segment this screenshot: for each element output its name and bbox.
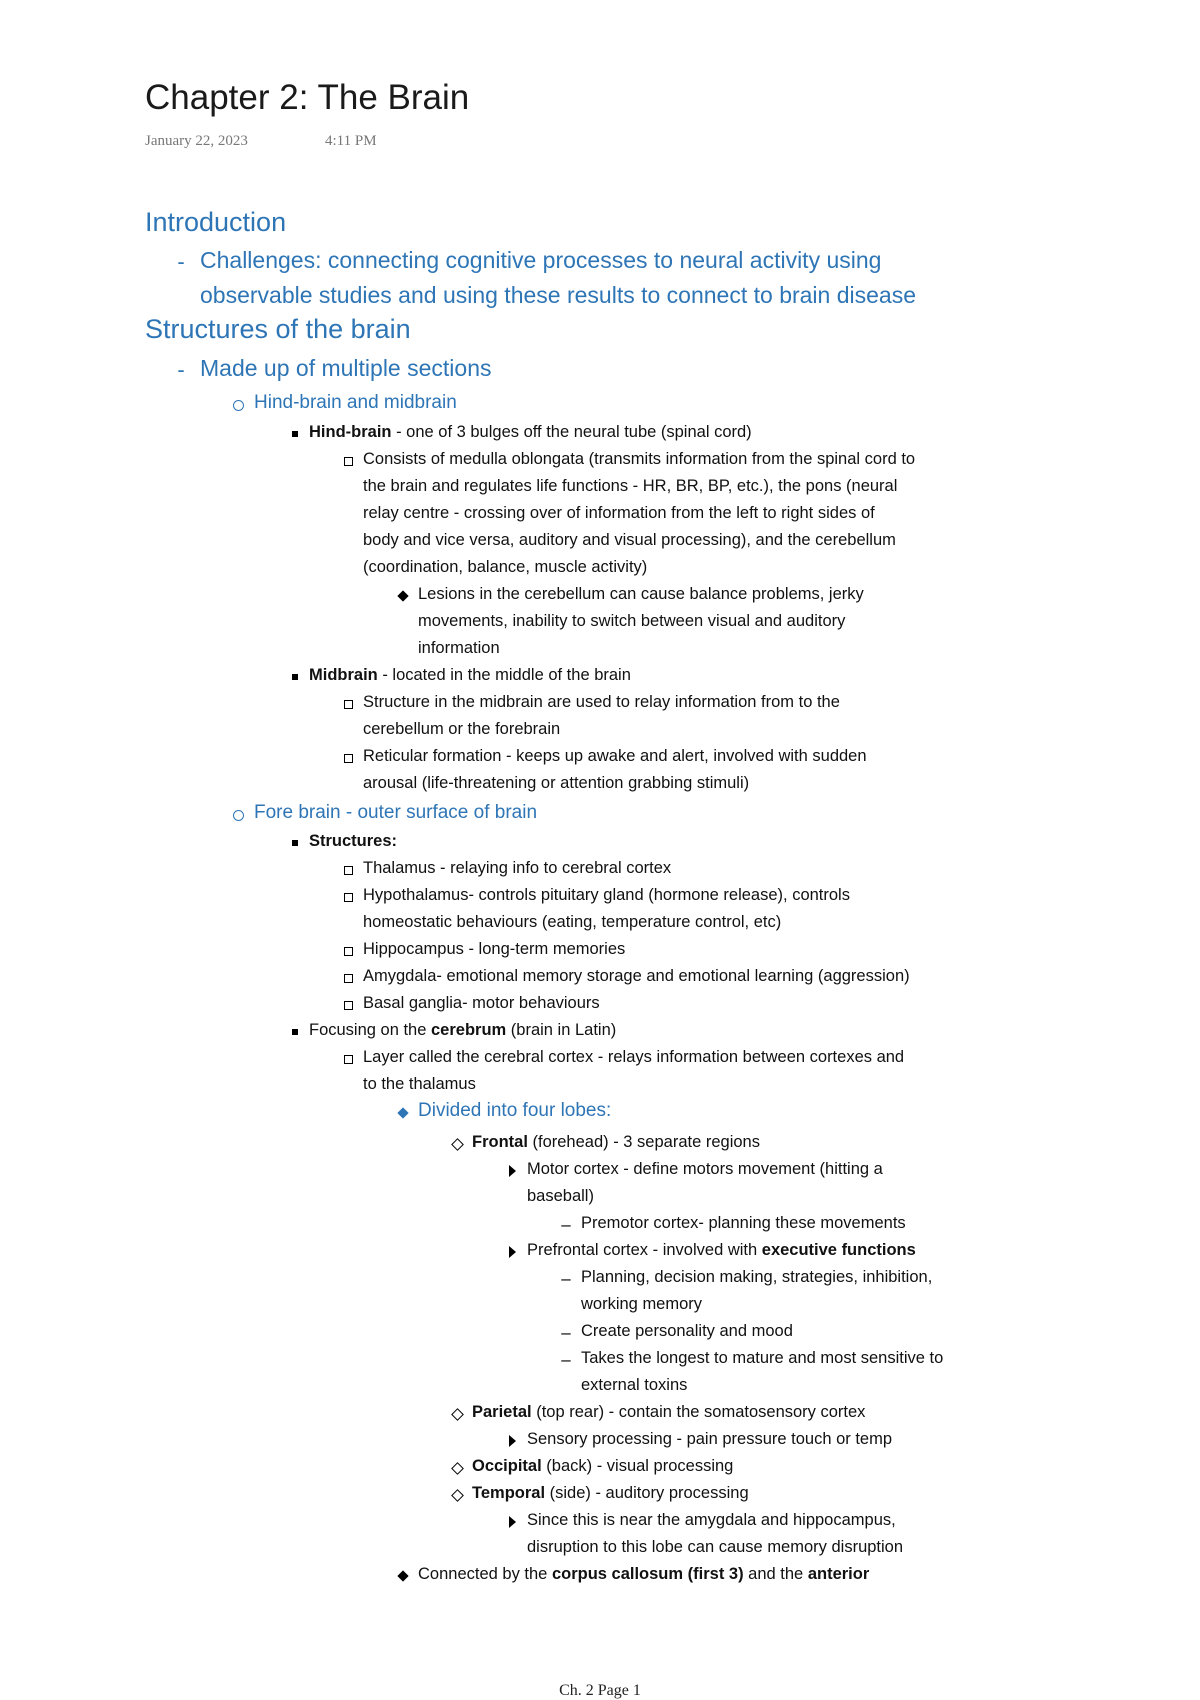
- outline-line: Basal ganglia- motor behaviours: [363, 994, 600, 1012]
- outline-line: observable studies and using these results to connect to brain disease: [200, 282, 916, 308]
- outline-line: Connected by the corpus callosum (first 3) and the anterior: [418, 1565, 870, 1583]
- outline-line: Hypothalamus- controls pituitary gland (hormone release), controls: [363, 886, 850, 904]
- outline-line: Thalamus - relaying info to cerebral cortex: [363, 859, 672, 877]
- page-footer: Ch. 2 Page 1: [559, 1682, 641, 1699]
- outline-line: Planning, decision making, strategies, inhibition,: [581, 1268, 933, 1286]
- outline-line: external toxins: [581, 1376, 688, 1394]
- note-date: January 22, 2023: [145, 133, 248, 149]
- outline-line: Hind-brain - one of 3 bulges off the neural tube (spinal cord): [309, 423, 752, 441]
- outline-line: Prefrontal cortex - involved with executive functions: [527, 1241, 916, 1259]
- note-time: 4:11 PM: [325, 133, 377, 149]
- box-bullet-icon: [340, 451, 356, 471]
- outline-line: Since this is near the amygdala and hippocampus,: [527, 1511, 896, 1529]
- box-bullet-icon: [340, 995, 356, 1015]
- square-bullet-icon: [287, 1022, 303, 1042]
- dash-bullet-icon: -: [177, 249, 185, 274]
- circle-bullet-icon: [230, 395, 246, 415]
- box-bullet-icon: [340, 748, 356, 768]
- outline-line: Challenges: connecting cognitive processes to neural activity using: [200, 247, 882, 273]
- outline-line: cerebellum or the forebrain: [363, 720, 561, 738]
- box-bullet-icon: [340, 887, 356, 907]
- outline-line: body and vice versa, auditory and visual processing), and the cerebellum: [363, 531, 896, 549]
- outline-line: Reticular formation - keeps up awake and alert, involved with sudden: [363, 747, 867, 765]
- outline-line: Lesions in the cerebellum can cause balance problems, jerky: [418, 585, 864, 603]
- outline-line: Consists of medulla oblongata (transmits information from the spinal cord to: [363, 450, 916, 468]
- dash-bullet-icon: –: [561, 1350, 571, 1369]
- outline-line: Motor cortex - define motors movement (hitting a: [527, 1160, 883, 1178]
- dash-bullet-icon: -: [177, 357, 185, 382]
- outline-line: Parietal (top rear) - contain the somatosensory cortex: [472, 1403, 866, 1421]
- dash-bullet-icon: –: [561, 1269, 571, 1288]
- outline-line: disruption to this lobe can cause memory disruption: [527, 1538, 904, 1556]
- diamond-bullet-icon: [395, 586, 411, 606]
- outline-line: Frontal (forehead) - 3 separate regions: [472, 1133, 760, 1151]
- outline-line: Takes the longest to mature and most sensitive to: [581, 1349, 944, 1367]
- diamond-bullet-icon: [395, 1566, 411, 1586]
- outline-line: homeostatic behaviours (eating, temperature control, etc): [363, 913, 782, 931]
- square-bullet-icon: [287, 424, 303, 444]
- outline-line: Sensory processing - pain pressure touch or temp: [527, 1430, 893, 1448]
- outline-line: Structures:: [309, 832, 398, 850]
- outline-line: arousal (life-threatening or attention grabbing stimuli): [363, 774, 750, 792]
- outline-line: movements, inability to switch between visual and auditory: [418, 612, 846, 630]
- triangle-bullet-icon: [504, 1431, 520, 1451]
- box-bullet-icon: [340, 860, 356, 880]
- outline-line: the brain and regulates life functions - HR, BR, BP, etc.), the pons (neural: [363, 477, 898, 495]
- outline-diamond-bullet-icon: [449, 1404, 465, 1424]
- outline-diamond-bullet-icon: [449, 1458, 465, 1478]
- outline-line: baseball): [527, 1187, 594, 1205]
- dash-bullet-icon: –: [561, 1323, 571, 1342]
- outline-line: (coordination, balance, muscle activity): [363, 558, 648, 576]
- outline-line: Divided into four lobes:: [418, 1100, 612, 1121]
- page-title: Chapter 2: The Brain: [145, 78, 470, 117]
- outline-line: Hind-brain and midbrain: [254, 392, 457, 413]
- outline-line: Fore brain - outer surface of brain: [254, 802, 538, 823]
- section-heading: Introduction: [145, 207, 287, 237]
- outline-line: relay centre - crossing over of information from the left to right sides of: [363, 504, 875, 522]
- diamond-bullet-icon: [395, 1103, 411, 1123]
- box-bullet-icon: [340, 1049, 356, 1069]
- outline-line: Hippocampus - long-term memories: [363, 940, 626, 958]
- dash-bullet-icon: –: [561, 1215, 571, 1234]
- outline-line: to the thalamus: [363, 1075, 476, 1093]
- outline-line: Amygdala- emotional memory storage and emotional learning (aggression): [363, 967, 910, 985]
- square-bullet-icon: [287, 667, 303, 687]
- outline-line: Focusing on the cerebrum (brain in Latin): [309, 1021, 617, 1039]
- box-bullet-icon: [340, 941, 356, 961]
- triangle-bullet-icon: [504, 1512, 520, 1532]
- outline-line: Made up of multiple sections: [200, 355, 492, 381]
- circle-bullet-icon: [230, 805, 246, 825]
- outline-line: Create personality and mood: [581, 1322, 793, 1340]
- outline-line: working memory: [581, 1295, 703, 1313]
- outline-line: Structure in the midbrain are used to relay information from to the: [363, 693, 840, 711]
- outline-line: Premotor cortex- planning these movements: [581, 1214, 906, 1232]
- outline-diamond-bullet-icon: [449, 1485, 465, 1505]
- outline-diamond-bullet-icon: [449, 1134, 465, 1154]
- triangle-bullet-icon: [504, 1161, 520, 1181]
- outline-line: information: [418, 639, 500, 657]
- triangle-bullet-icon: [504, 1242, 520, 1262]
- section-heading: Structures of the brain: [145, 314, 411, 344]
- box-bullet-icon: [340, 694, 356, 714]
- outline-line: Midbrain - located in the middle of the brain: [309, 666, 631, 684]
- outline-line: Occipital (back) - visual processing: [472, 1457, 734, 1475]
- square-bullet-icon: [287, 833, 303, 853]
- outline-line: Temporal (side) - auditory processing: [472, 1484, 749, 1502]
- box-bullet-icon: [340, 968, 356, 988]
- outline-line: Layer called the cerebral cortex - relays information between cortexes and: [363, 1048, 905, 1066]
